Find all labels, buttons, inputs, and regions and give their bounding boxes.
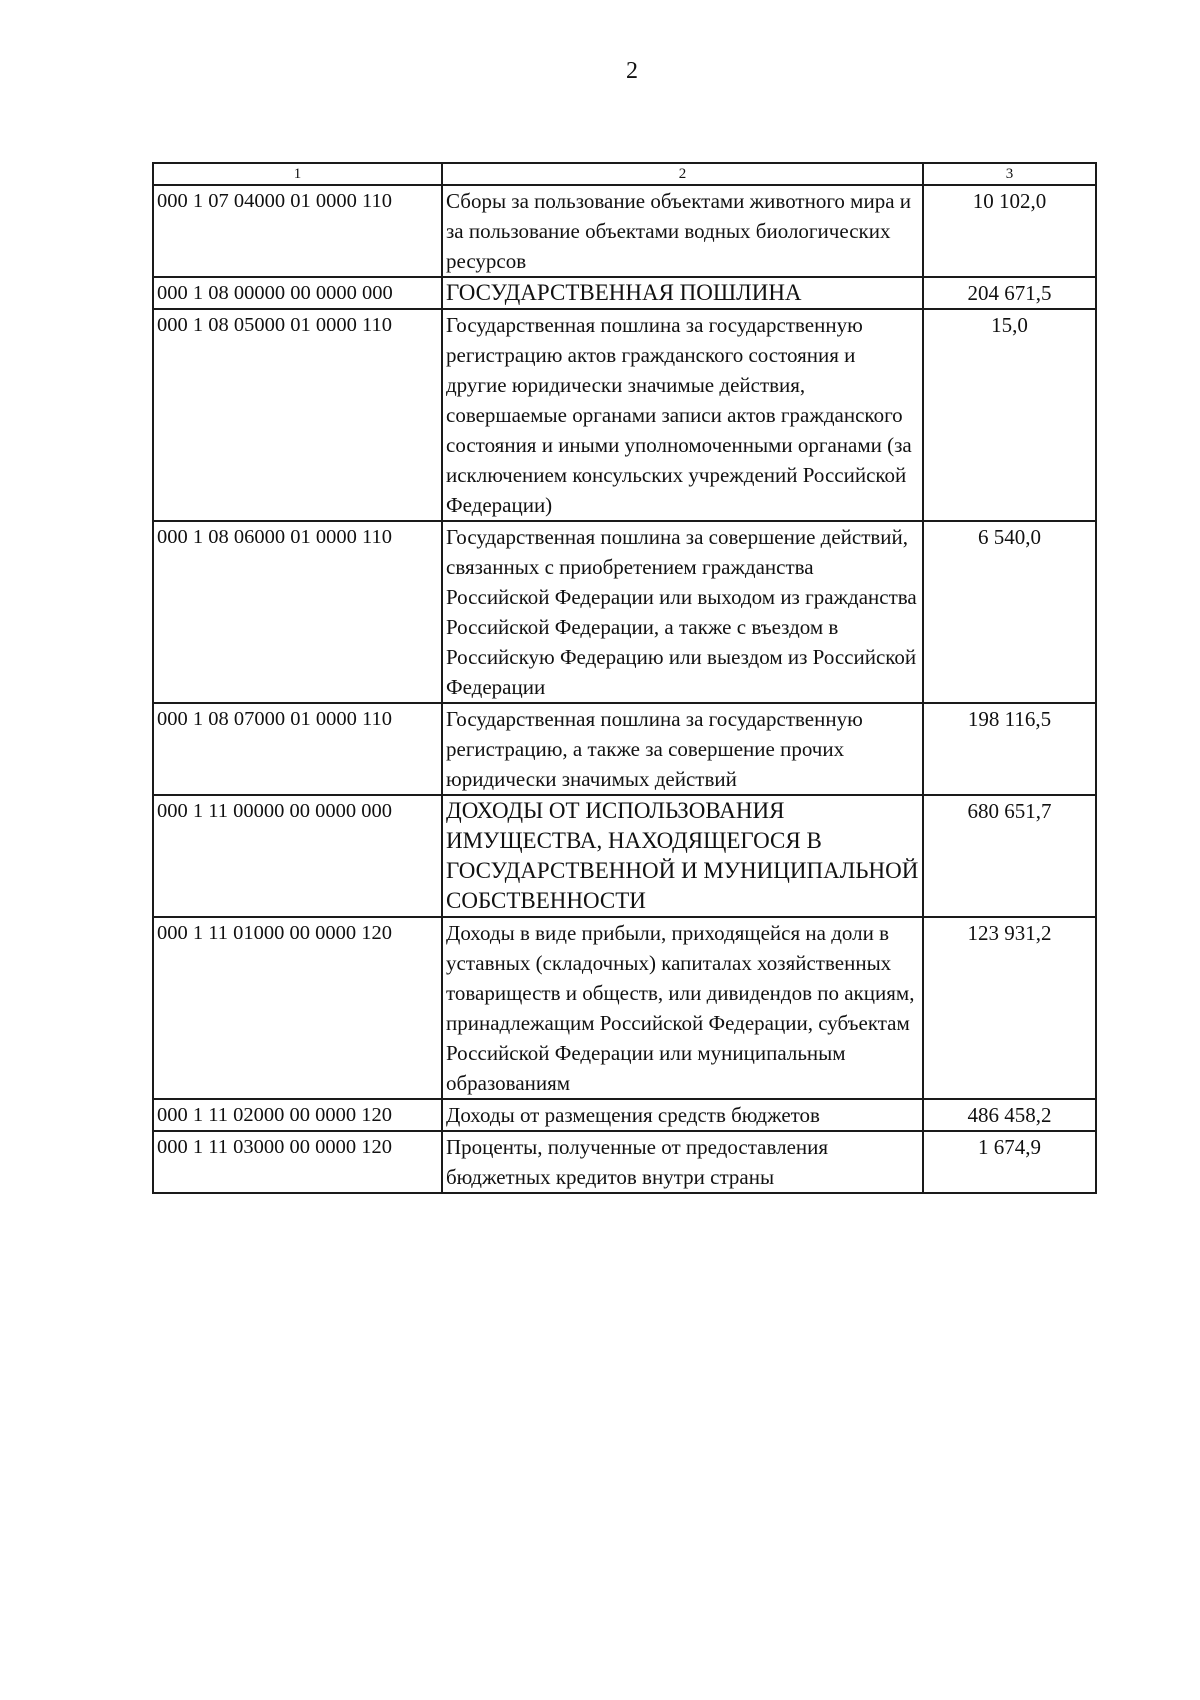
row-name: ДОХОДЫ ОТ ИСПОЛЬЗОВАНИЯ ИМУЩЕСТВА, НАХОДЯЩЕГОСЯ В ГОСУДАРСТВЕННОЙ И МУНИЦИПАЛЬНОЙ СОБСТВЕННОСТИ xyxy=(442,795,923,917)
table-row xyxy=(153,521,1096,703)
revenue-table xyxy=(152,162,1097,1194)
table-body xyxy=(153,185,1096,1193)
table-row xyxy=(153,1099,1096,1131)
row-amount: 6 540,0 xyxy=(923,521,1096,703)
row-amount: 10 102,0 xyxy=(923,185,1096,277)
row-amount: 198 116,5 xyxy=(923,703,1096,795)
table-row xyxy=(153,917,1096,1099)
row-code: 000 1 08 05000 01 0000 110 xyxy=(153,309,442,521)
row-name: Доходы в виде прибыли, приходящейся на доли в уставных (складочных) капиталах хозяйственных товариществ и обществ, или дивидендов по акциям, принадлежащим Российской Федерации, субъектам Российской Федерации или муниципальным образованиям xyxy=(442,917,923,1099)
header-col-1: 1 xyxy=(153,163,442,185)
row-code: 000 1 11 01000 00 0000 120 xyxy=(153,917,442,1099)
table-row xyxy=(153,1131,1096,1193)
row-code: 000 1 11 00000 00 0000 000 xyxy=(153,795,442,917)
table-row xyxy=(153,703,1096,795)
row-amount: 486 458,2 xyxy=(923,1099,1096,1131)
row-amount: 1 674,9 xyxy=(923,1131,1096,1193)
header-row xyxy=(153,163,1096,185)
row-code: 000 1 11 02000 00 0000 120 xyxy=(153,1099,442,1131)
table-row xyxy=(153,309,1096,521)
table-header xyxy=(153,163,1096,185)
row-name: Государственная пошлина за государственную регистрацию актов гражданского состояния и другие юридически значимые действия, совершаемые органами записи актов гражданского состояния и иными уполномоченными органами (за исключением консульских учреждений Российской Федерации) xyxy=(442,309,923,521)
row-name: Проценты, полученные от предоставления бюджетных кредитов внутри страны xyxy=(442,1131,923,1193)
row-code: 000 1 08 07000 01 0000 110 xyxy=(153,703,442,795)
page-number: 2 xyxy=(626,58,638,84)
row-amount: 15,0 xyxy=(923,309,1096,521)
row-amount: 204 671,5 xyxy=(923,277,1096,309)
row-name: Сборы за пользование объектами животного мира и за пользование объектами водных биологических ресурсов xyxy=(442,185,923,277)
row-code: 000 1 08 00000 00 0000 000 xyxy=(153,277,442,309)
header-col-3: 3 xyxy=(923,163,1096,185)
row-name: Государственная пошлина за государственную регистрацию, а также за совершение прочих юридически значимых действий xyxy=(442,703,923,795)
row-name: ГОСУДАРСТВЕННАЯ ПОШЛИНА xyxy=(442,277,923,309)
table-row xyxy=(153,185,1096,277)
table-row xyxy=(153,277,1096,309)
row-code: 000 1 07 04000 01 0000 110 xyxy=(153,185,442,277)
row-amount: 680 651,7 xyxy=(923,795,1096,917)
row-amount: 123 931,2 xyxy=(923,917,1096,1099)
row-code: 000 1 08 06000 01 0000 110 xyxy=(153,521,442,703)
table-row xyxy=(153,795,1096,917)
row-code: 000 1 11 03000 00 0000 120 xyxy=(153,1131,442,1193)
header-col-2: 2 xyxy=(442,163,923,185)
row-name: Государственная пошлина за совершение действий, связанных с приобретением гражданства Российской Федерации или выходом из гражданства Российской Федерации, а также с въездом в Российскую Федерацию или выездом из Российской Федерации xyxy=(442,521,923,703)
row-name: Доходы от размещения средств бюджетов xyxy=(442,1099,923,1131)
